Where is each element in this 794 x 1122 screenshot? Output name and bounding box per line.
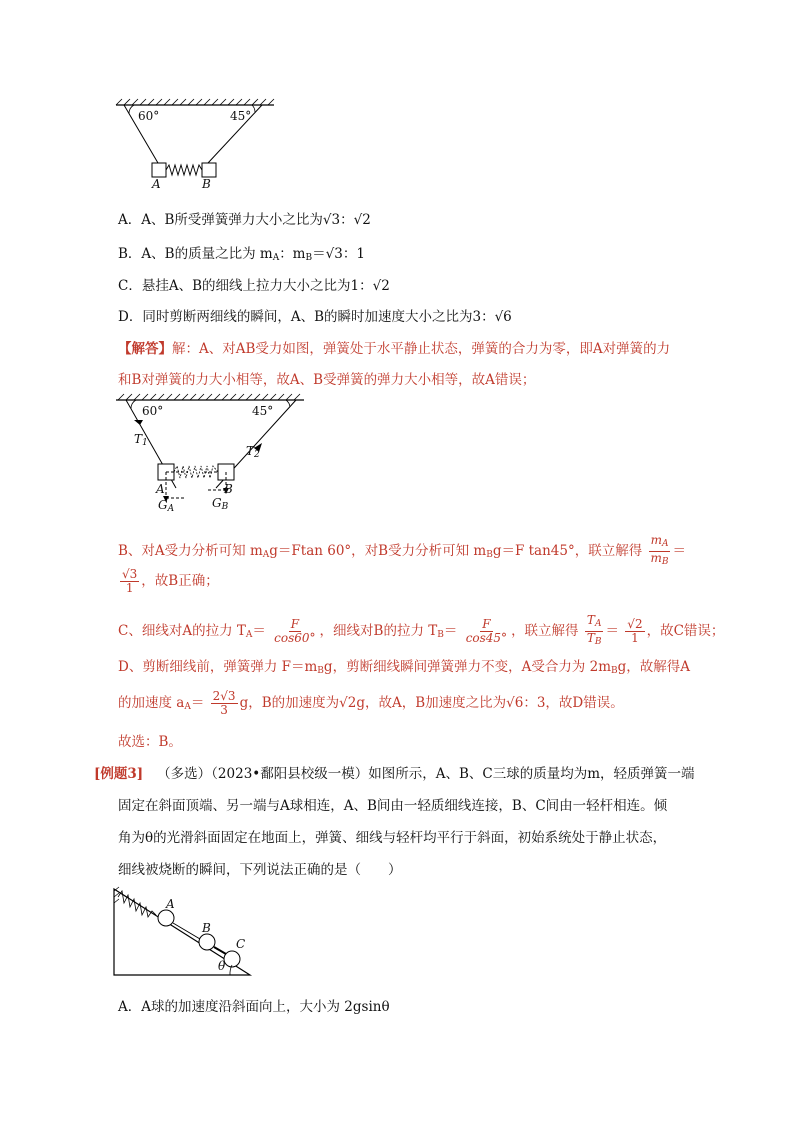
solution-d-line-1 (118, 655, 690, 676)
d-line1-sub: B (317, 666, 324, 676)
t1-text: T (134, 432, 143, 446)
c-mid: ，细线对B的拉力 T (319, 623, 438, 639)
b-frac-num-sub: A (661, 539, 669, 549)
b-line2-post: ，故B正确； (141, 573, 219, 589)
option-a: A．A、B所受弹簧弹力大小之比为√3：√2 (118, 212, 371, 228)
force-angle-45-label: 45° (252, 404, 274, 418)
ga-text: G (158, 498, 168, 512)
option-b-mid: ：m (279, 246, 306, 262)
b-line1-sub1: A (262, 550, 270, 560)
d-line1-mid: g，剪断细线瞬间弹簧弹力不变，A受合力为 2m (323, 659, 611, 675)
solution-line-1 (118, 337, 670, 357)
solution-d-line-2 (118, 690, 624, 717)
incline-diagram (110, 885, 260, 980)
ball-b-label: B (202, 921, 211, 935)
t2-sub: 2 (254, 450, 260, 460)
solution-c-line (118, 614, 724, 649)
c-frac2-num: F (482, 617, 491, 631)
c-frac2-den: cos45° (465, 631, 508, 645)
ga-label (158, 498, 174, 514)
solution-b-line-1 (118, 534, 686, 569)
d-frac-num: 2√3 (212, 689, 236, 703)
solution-line-2: 和B对弹簧的力大小相等，故A、B受弹簧的弹力大小相等，故A错误； (118, 372, 536, 388)
option-b-sub-b: B (305, 253, 313, 263)
solution-answer: 故选：B。 (118, 734, 182, 750)
b-line1-sub2: B (486, 550, 493, 560)
d-accel-frac (211, 690, 238, 717)
b-frac-num (649, 534, 671, 552)
ball-c-label: C (236, 937, 246, 951)
example3-tag: [例题3] (94, 766, 144, 782)
c-eq-2: ＝ (443, 623, 458, 639)
gb-label (212, 496, 228, 512)
c-pre: C、细线对A的拉力 T (118, 623, 246, 639)
option-b (118, 242, 365, 263)
example3-line-3: 角为θ的光滑斜面固定在地面上，弹簧、细线与轻杆均平行于斜面，初始系统处于静止状态， (118, 830, 667, 846)
ball-a-label: A (166, 897, 175, 911)
angle-60-label: 60° (138, 109, 160, 123)
option-c: C．悬挂A、B的细线上拉力大小之比为1：√2 (118, 278, 390, 294)
block-a-label: A (152, 177, 161, 191)
force-block-b-label: B (224, 482, 233, 496)
b-result-num: √3 (122, 567, 138, 581)
c-frac-4 (625, 618, 644, 645)
c-frac3-den-text: T (586, 631, 595, 645)
example3-line-1-text: （多选）（2023•鄱阳县校级一模）如图所示，A、B、C三球的质量均为m，轻质弹簧一端 (157, 766, 695, 782)
t1-sub: 1 (142, 438, 148, 448)
solution-header: 【解答】 (118, 341, 172, 357)
t2-text: T (246, 444, 255, 458)
solution-b-line-2 (118, 568, 219, 595)
d-line1-sub2: B (611, 666, 618, 676)
t2-label (246, 444, 260, 460)
example3-option-a: A．A球的加速度沿斜面向上，大小为 2gsinθ (118, 999, 390, 1015)
angle-45-label: 45° (230, 109, 252, 123)
option-d: D．同时剪断两细线的瞬间，A、B的瞬时加速度大小之比为3：√6 (118, 309, 512, 325)
block-b-label: B (202, 177, 211, 191)
figure-hanging-blocks (112, 95, 282, 195)
c-frac1-den: cos60° (274, 631, 316, 645)
b-frac-den (649, 552, 671, 569)
b-line1-pre: B、对A受力分析可知 m (118, 543, 263, 559)
c-frac-3 (585, 614, 604, 649)
c-post: ，联立解得 (511, 623, 579, 639)
c-eq-3: ＝ (605, 623, 619, 639)
example3-line-1 (94, 762, 695, 782)
b-line1-post: g＝F tan45°，联立解得 (492, 543, 643, 559)
figure-force-diagram (112, 392, 312, 522)
ga-sub: A (167, 504, 175, 514)
b-frac-num-text: m (650, 533, 662, 547)
solution-line-1-text: 解：A、对AB受力如图，弹簧处于水平静止状态，弹簧的合力为零，即A对弹簧的力 (172, 341, 671, 357)
d-frac-den: 3 (220, 703, 228, 717)
d-line1-text: D、剪断细线前，弹簧弹力 F＝m (118, 659, 318, 675)
d-line2-sub: A (184, 702, 191, 712)
b-frac-den-text: m (650, 551, 662, 565)
b-line1-end: ＝ (672, 543, 687, 559)
c-sub-b: B (437, 630, 444, 640)
c-end: ，故C错误； (646, 623, 725, 639)
force-block-a-label: A (156, 482, 165, 496)
d-line2-eq: ＝ (190, 695, 205, 711)
c-eq-1: ＝ (252, 623, 266, 639)
c-frac3-den (585, 632, 604, 649)
d-line1-end: g，故解得A (617, 659, 691, 675)
c-frac3-den-sub: B (594, 637, 602, 647)
d-line2-post: g，B的加速度为√2g，故A，B加速度之比为√6：3，故D错误。 (239, 695, 624, 711)
c-frac3-num (585, 614, 604, 632)
d-line2-pre: 的加速度 a (118, 695, 185, 711)
c-frac4-num: √2 (627, 617, 643, 631)
b-result-den: 1 (125, 581, 134, 595)
figure-incline (110, 885, 260, 980)
b-mass-ratio-frac (649, 534, 671, 569)
example3-line-4: 细线被烧断的瞬间，下列说法正确的是（ ） (118, 862, 402, 878)
b-frac-den-sub: B (661, 557, 669, 567)
b-result-frac (120, 568, 139, 595)
c-frac3-num-sub: A (594, 619, 602, 629)
option-b-end: ＝√3：1 (312, 246, 365, 262)
gb-text: G (212, 496, 222, 510)
b-line1-mid: g＝Ftan 60°，对B受力分析可知 m (269, 543, 487, 559)
c-frac-2 (464, 618, 509, 645)
force-angle-60-label: 60° (142, 404, 164, 418)
option-b-text: B．A、B的质量之比为 m (118, 246, 273, 262)
theta-label: θ (218, 959, 226, 973)
c-sub-a: A (245, 630, 253, 640)
t1-label (134, 432, 148, 448)
c-frac4-den: 1 (631, 631, 639, 645)
c-frac-1 (272, 618, 317, 645)
c-frac3-num-text: T (586, 613, 595, 627)
gb-sub: B (221, 502, 229, 512)
c-frac1-num: F (290, 617, 300, 631)
example3-line-2: 固定在斜面顶端、另一端与A球相连，A、B间由一轻质细线连接，B、C间由一轻杆相连。倾 (118, 798, 668, 814)
option-b-sub-a: A (272, 253, 280, 263)
